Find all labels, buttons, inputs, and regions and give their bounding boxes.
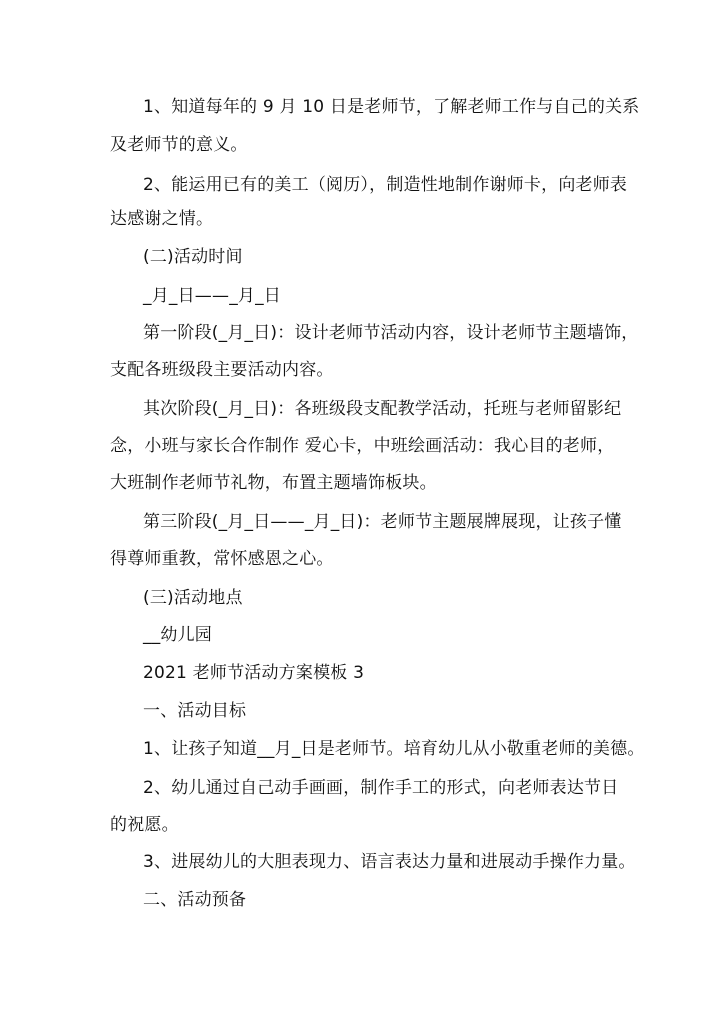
paragraph-line: _月_日——_月_日: [143, 286, 281, 306]
paragraph-line: 2、幼儿通过自己动手画画，制作手工的形式，向老师表达节日: [143, 778, 619, 798]
paragraph-line: 及老师节的意义。: [110, 135, 248, 155]
section-heading: 二、活动预备: [143, 890, 247, 910]
paragraph-line: 3、进展幼儿的大胆表现力、语言表达力量和进展动手操作力量。: [143, 852, 636, 872]
paragraph-line: 的祝愿。: [110, 815, 179, 835]
paragraph-line: 得尊师重教，常怀感恩之心。: [110, 549, 334, 569]
document-title: 2021 老师节活动方案模板 3: [143, 663, 365, 683]
paragraph-line: 支配各班级段主要活动内容。: [110, 360, 334, 380]
paragraph-line: 念，小班与家长合作制作 爱心卡，中班绘画活动：我心目的老师，: [110, 436, 615, 456]
section-heading: 一、活动目标: [143, 701, 247, 721]
paragraph-line: 1、让孩子知道__月_日是老师节。培育幼儿从小敬重老师的美德。: [143, 739, 645, 759]
paragraph-line: 第一阶段(_月_日)：设计老师节活动内容，设计老师节主题墙饰，: [143, 323, 639, 343]
paragraph-line: __幼儿园: [143, 625, 212, 645]
section-heading: (二)活动时间: [143, 247, 243, 267]
paragraph-line: 2、能运用已有的美工（阅历），制造性地制作谢师卡，向老师表: [143, 175, 628, 195]
paragraph-line: 其次阶段(_月_日)：各班级段支配教学活动，托班与老师留影纪: [143, 399, 622, 419]
paragraph-line: 达感谢之情。: [110, 209, 214, 229]
paragraph-line: 1、知道每年的 9 月 10 日是老师节，了解老师工作与自己的关系: [143, 97, 640, 117]
paragraph-line: 大班制作老师节礼物，布置主题墙饰板块。: [110, 473, 437, 493]
paragraph-line: 第三阶段(_月_日——_月_日)：老师节主题展牌展现，让孩子懂: [143, 512, 622, 532]
section-heading: (三)活动地点: [143, 588, 243, 608]
